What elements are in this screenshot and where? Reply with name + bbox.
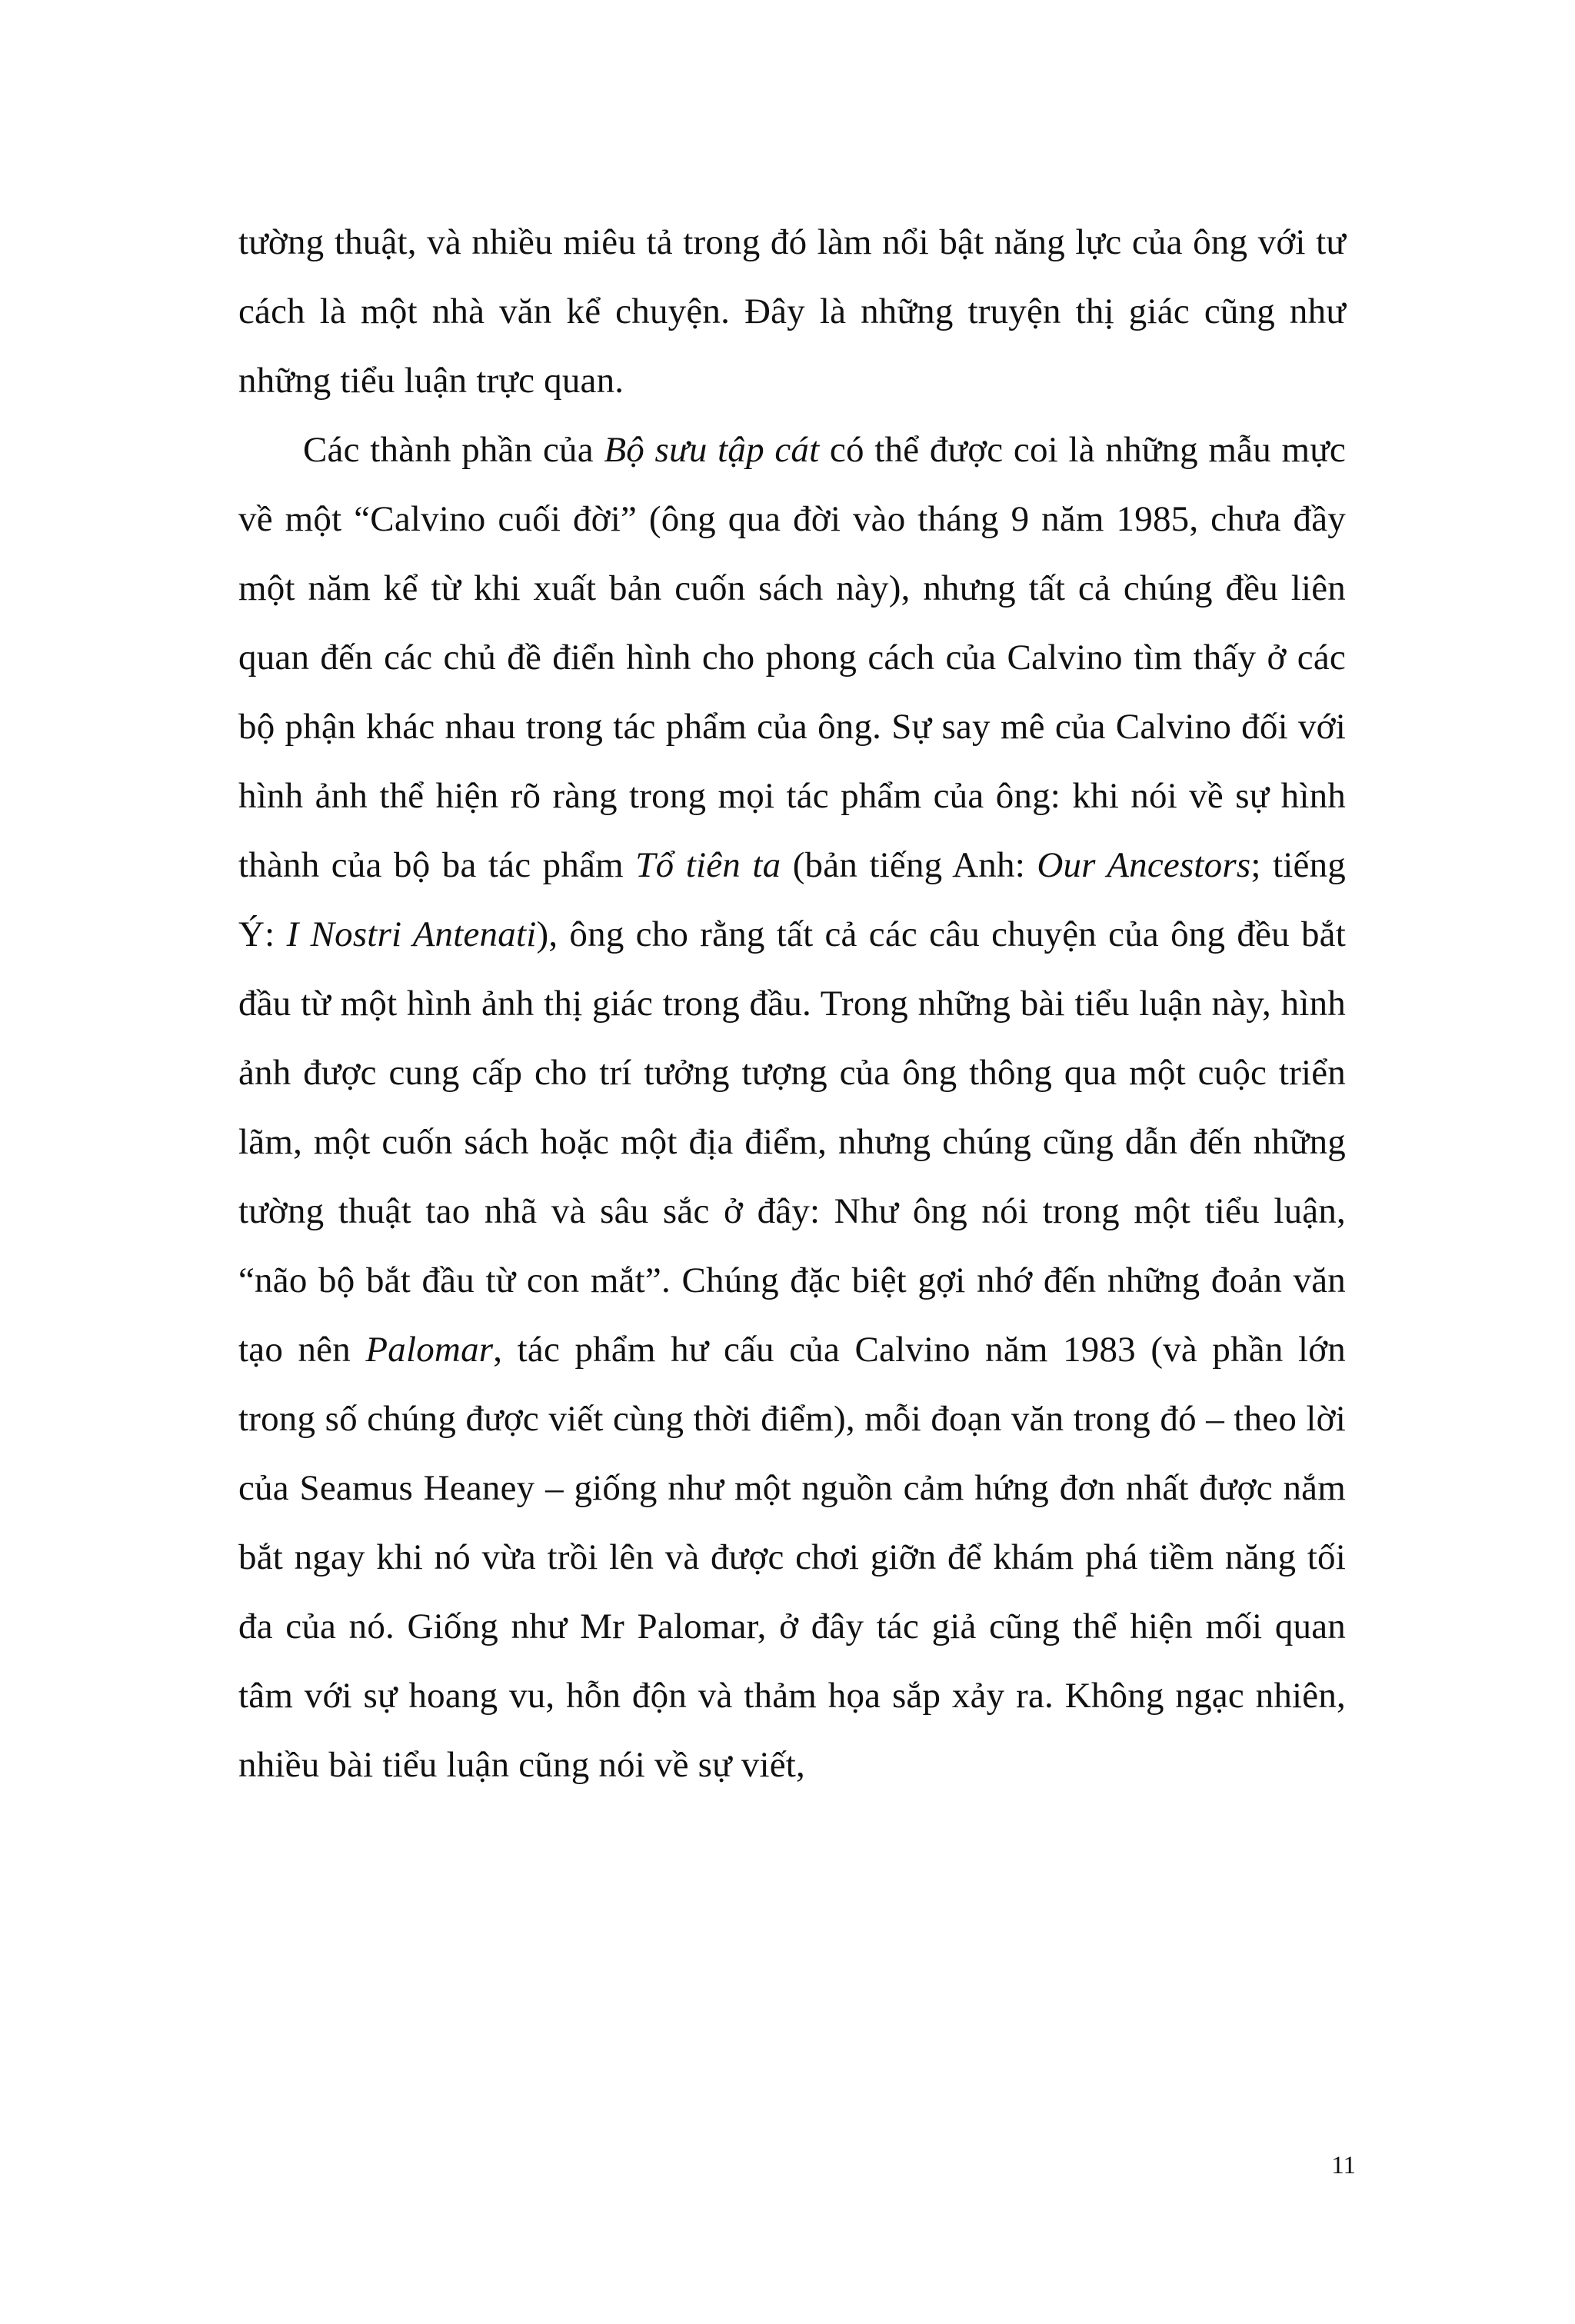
body-text-column [238,208,1346,1800]
paragraph-main: Các thành phần của Bộ sưu tập cát có thể được coi là những mẫu mực về một “Calvino cuối đời” (ông qua đời vào tháng 9 năm 1985, chưa đầy một năm kể từ khi xuất bản cuốn sách này), nhưng tất cả chúng đều liên quan đến các chủ đề điển hình cho phong cách của Calvino tìm thấy ở các bộ phận khác nhau trong tác phẩm của ông. Sự say mê của Calvino đối với hình ảnh thể hiện rõ ràng trong mọi tác phẩm của ông: khi nói về sự hình thành của bộ ba tác phẩm Tổ tiên ta (bản tiếng Anh: Our Ancestors; tiếng Ý: I Nostri Antenati), ông cho rằng tất cả các câu chuyện của ông đều bắt đầu từ một hình ảnh thị giác trong đầu. Trong những bài tiểu luận này, hình ảnh được cung cấp cho trí tưởng tượng của ông thông qua một cuộc triển lãm, một cuốn sách hoặc một địa điểm, nhưng chúng cũng dẫn đến những tường thuật tao nhã và sâu sắc ở đây: Như ông nói trong một tiểu luận, “não bộ bắt đầu từ con mắt”. Chúng đặc biệt gợi nhớ đến những đoản văn tạo nên Palomar, tác phẩm hư cấu của Calvino năm 1983 (và phần lớn trong số chúng được viết cùng thời điểm), mỗi đoạn văn trong đó – theo lời của Seamus Heaney – giống như một nguồn cảm hứng đơn nhất được nắm bắt ngay khi nó vừa trồi lên và được chơi giỡn để khám phá tiềm năng tối đa của nó. Giống như Mr Palomar, ở đây tác giả cũng thể hiện mối quan tâm với sự hoang vu, hỗn độn và thảm họa sắp xảy ra. Không ngạc nhiên, nhiều bài tiểu luận cũng nói về sự viết, [238,430,1346,1785]
page-number: 11 [1331,2152,1356,2179]
paragraph-continued: tường thuật, và nhiều miêu tả trong đó làm nổi bật năng lực của ông với tư cách là một nhà văn kể chuyện. Đây là những truyện thị giác cũng như những tiểu luận trực quan. [238,222,1346,401]
